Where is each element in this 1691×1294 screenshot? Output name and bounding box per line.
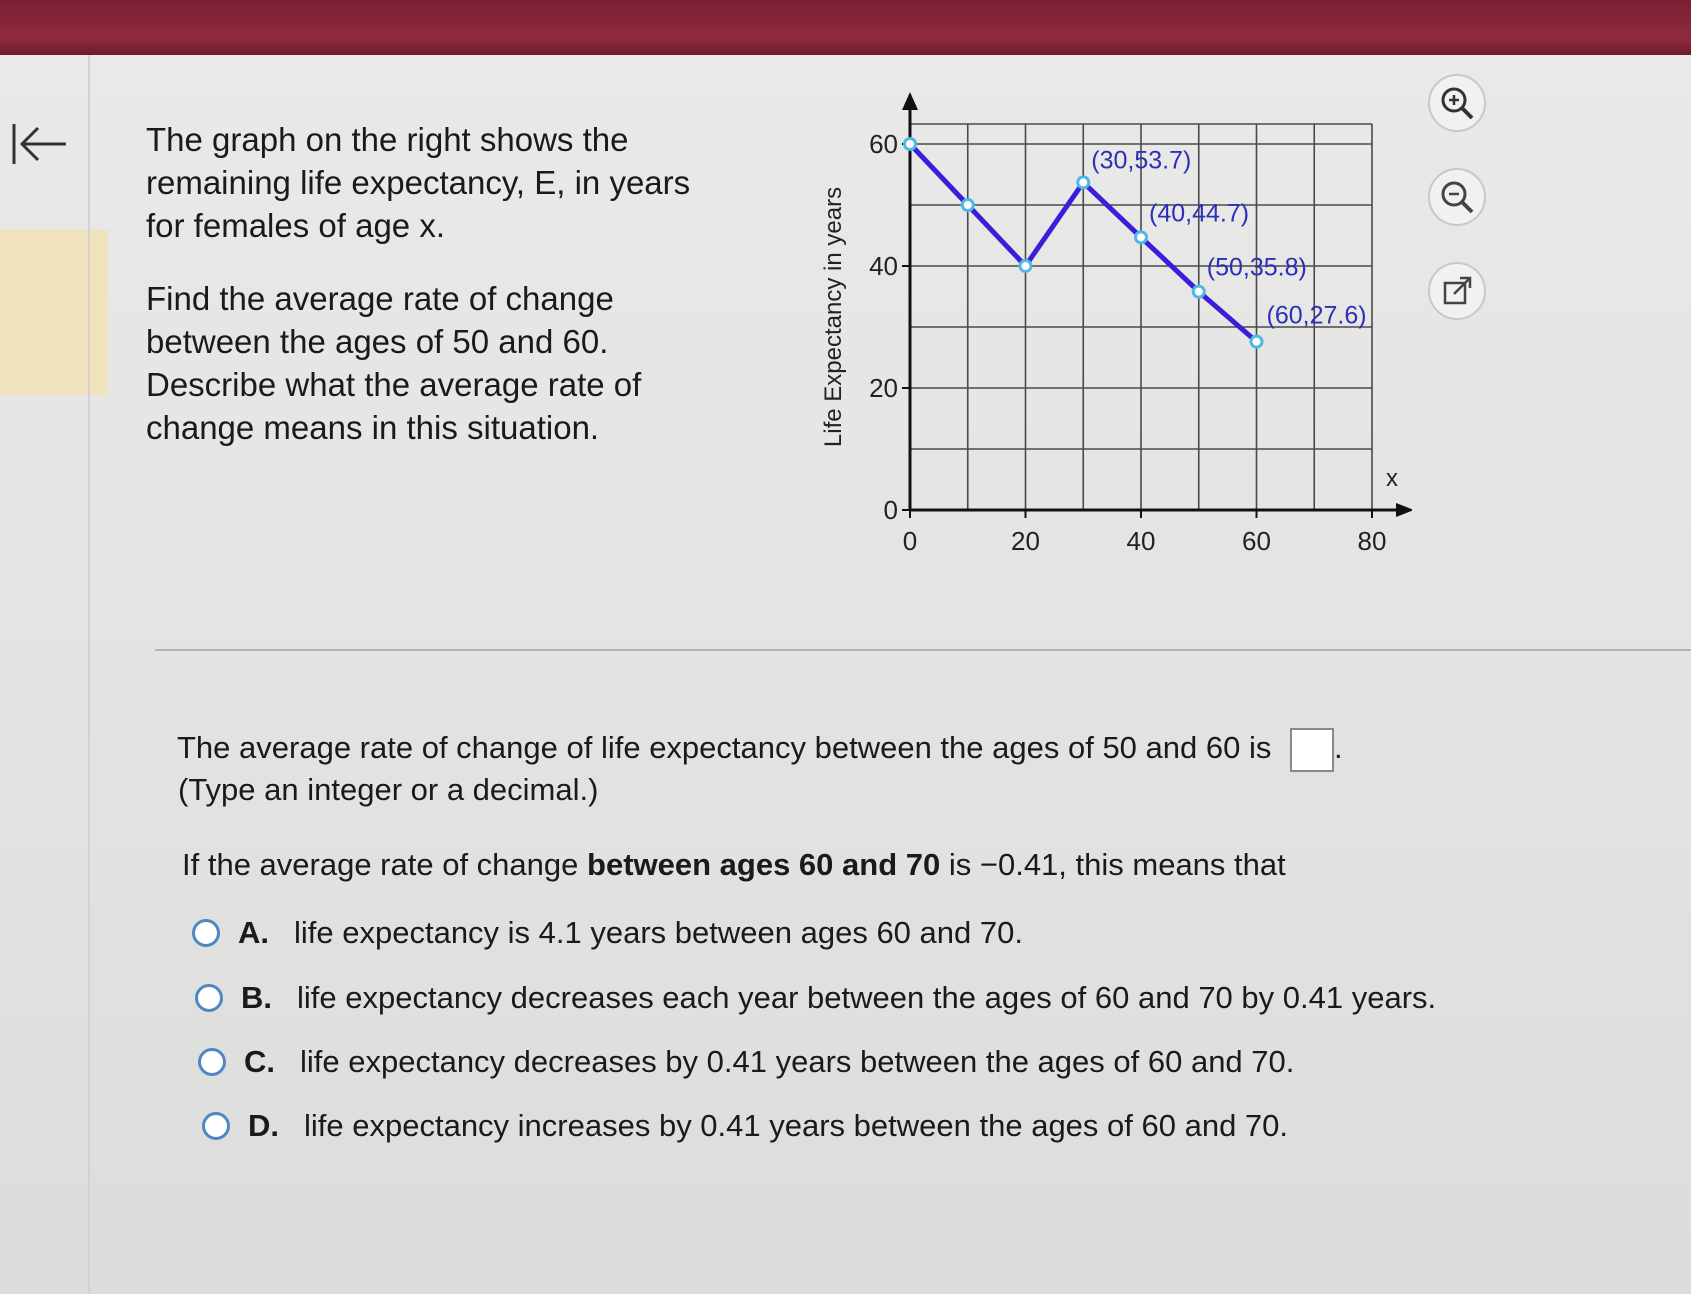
option-a-letter: A. xyxy=(238,915,269,950)
option-d-text: life expectancy increases by 0.41 years between the ages of 60 and 70. xyxy=(304,1108,1289,1143)
intro-text: The graph on the right shows the remaining life expectancy, E, in years for females of age x. xyxy=(146,121,691,244)
answer-input[interactable] xyxy=(1290,728,1334,772)
option-b-letter: B. xyxy=(241,980,272,1015)
question-line xyxy=(177,728,1343,772)
zoom-out-button[interactable] xyxy=(1428,168,1486,226)
top-bar xyxy=(0,0,1691,55)
question-prompt: The average rate of change of life expectancy between the ages of 50 and 60 is xyxy=(177,730,1272,766)
data-point xyxy=(1020,261,1031,272)
panel-divider xyxy=(88,55,90,1294)
option-a[interactable] xyxy=(192,915,1023,951)
point-annotation: (40,44.7) xyxy=(1149,199,1250,228)
answer-hint: (Type an integer or a decimal.) xyxy=(178,772,599,807)
radio-d[interactable] xyxy=(202,1112,230,1140)
y-axis-title: Life Expectancy in years xyxy=(820,186,847,448)
radio-c[interactable] xyxy=(198,1048,226,1076)
option-c[interactable] xyxy=(198,1044,1294,1080)
x-axis-title: x xyxy=(1386,465,1398,492)
option-d[interactable] xyxy=(202,1108,1288,1144)
radio-b[interactable] xyxy=(195,984,223,1012)
x-tick-label: 80 xyxy=(1357,526,1387,556)
data-point xyxy=(1193,286,1204,297)
x-tick-label: 40 xyxy=(1126,526,1156,556)
y-tick-label: 40 xyxy=(869,251,898,281)
option-c-letter: C. xyxy=(244,1044,275,1079)
side-highlight-strip xyxy=(0,230,108,395)
point-annotation: (60,27.6) xyxy=(1266,301,1367,330)
problem-text xyxy=(146,118,726,479)
data-point xyxy=(962,200,973,211)
zoom-out-icon xyxy=(1438,178,1476,216)
y-tick-label: 20 xyxy=(869,373,898,403)
question-two xyxy=(182,847,1286,883)
back-arrow-icon[interactable] xyxy=(8,118,70,170)
q2-bold-text: between ages 60 and 70 xyxy=(587,847,941,882)
popout-icon xyxy=(1440,274,1474,308)
option-d-letter: D. xyxy=(248,1108,279,1143)
x-tick-label: 60 xyxy=(1242,526,1271,556)
q2-post-text: is −0.41, this means that xyxy=(948,847,1286,882)
radio-a[interactable] xyxy=(192,919,220,947)
option-b[interactable] xyxy=(195,980,1436,1016)
x-tick-label: 0 xyxy=(902,526,918,556)
section-divider xyxy=(155,649,1691,651)
life-expectancy-chart xyxy=(812,84,1412,564)
zoom-in-icon xyxy=(1438,84,1476,122)
data-point xyxy=(905,139,916,150)
option-c-text: life expectancy decreases by 0.41 years between the ages of 60 and 70. xyxy=(300,1044,1295,1079)
option-a-text: life expectancy is 4.1 years between ages 60 and 70. xyxy=(294,915,1023,950)
zoom-in-button[interactable] xyxy=(1428,74,1486,132)
popout-button[interactable] xyxy=(1428,262,1486,320)
y-axis-arrow xyxy=(902,92,918,110)
y-tick-label: 0 xyxy=(883,495,898,525)
period: . xyxy=(1333,730,1343,766)
x-axis-arrow xyxy=(1396,503,1412,517)
point-annotation: (50,35.8) xyxy=(1206,253,1307,282)
point-annotation: (30,53.7) xyxy=(1091,146,1192,175)
q2-pre-text: If the average rate of change xyxy=(182,847,579,882)
data-point xyxy=(1136,232,1147,243)
data-point xyxy=(1078,177,1089,188)
x-tick-label: 20 xyxy=(1011,526,1040,556)
y-tick-label: 60 xyxy=(869,129,898,159)
data-point xyxy=(1251,336,1262,347)
option-b-text: life expectancy decreases each year between the ages of 60 and 70 by 0.41 years. xyxy=(297,980,1437,1015)
task-text: Find the average rate of change between the ages of 50 and 60. Describe what the average rate of change means in this situation. xyxy=(146,280,642,446)
